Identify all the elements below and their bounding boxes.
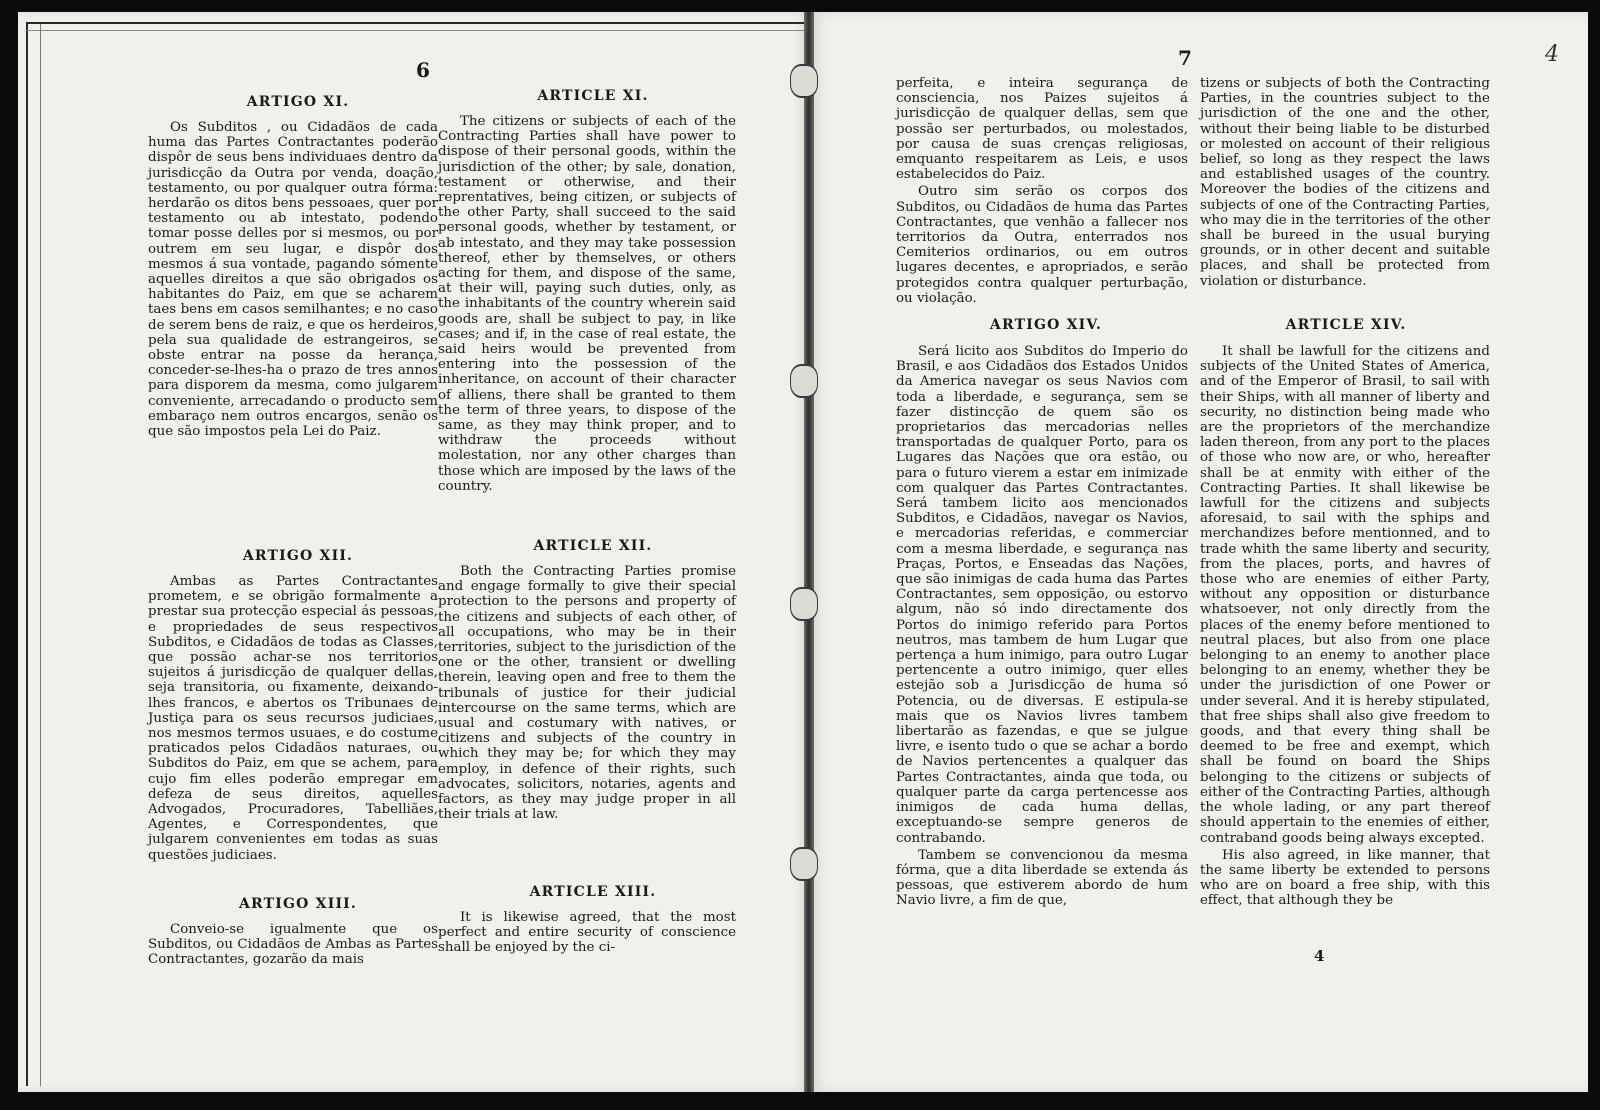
binding-stitch xyxy=(790,64,818,98)
heading-article-xii: ARTICLE XII. xyxy=(533,538,653,554)
paragraph: Ambas as Partes Contractantes prometem, e se obrigão formalmente a prestar sua protecção especial ás pessoas, e propriedades de seus respectivos Subditos, e Cidadãos de todas as Classes, que possão achar-se nos territorios sujeitos á jurisdicção de qualquer dellas, seja transitoria, ou fixamente, deixando-lhes francos, e abertos os Tribunaes de Justiça para os seus recursos judiciaes, nos mesmos termos usuaes, e do costume praticados pelos Cidadãos naturaes, ou Subditos do Paiz, em que se achem, para cujo fim elles poderão empregar em defeza de seus direitos, aquelles Advogados, Procuradores, Tabelliães, Agentes, e Correspondentes, que julgarem convenientes em todas as suas questões judiciaes. xyxy=(148,574,438,863)
paragraph: The citizens or subjects of each of the Contracting Parties shall have power to dispose of their personal goods, within the jurisdiction of the other; by sale, donation, testament or otherwise, and their reprentatives, being citizen, or subjects of the other Party, shall succeed to the said personal goods, whether by testament, or ab intestato, and they may take possession thereof, ether by themselves, or others acting for them, and dispose of the same, at their will, paying such duties, only, as the inhabitants of the country wherein said goods are, shall be subject to pay, in like cases; and if, in the case of real estate, the said heirs would be prevented from entering into the possession of the inheritance, on account of their character of alliens, there shall be granted to them the term of three years, to dispose of the same, as they may think proper, and to withdraw the proceeds without molestation, nor any other charges than those which are imposed by the laws of the country. xyxy=(438,114,736,494)
binding-stitch xyxy=(790,587,818,621)
page-number: 7 xyxy=(1178,46,1192,70)
heading-article-xiii: ARTICLE XIII. xyxy=(529,884,657,900)
right-page xyxy=(810,12,1588,1092)
paragraph: perfeita, e inteira segurança de consciencia, nos Paizes sujeitos á jurisdicção de qualquer dellas, sem que possão ser perturbados, ou molestados, por causa de suas crenças religiosas, emquanto respeitarem as Leis, e usos estabelecidos do Paiz. xyxy=(896,76,1188,183)
left-page xyxy=(18,12,808,1092)
binding-gutter xyxy=(804,12,814,1092)
text-article-xi xyxy=(438,114,736,494)
document-spread xyxy=(18,12,1588,1092)
text-artigo-xiii xyxy=(148,922,438,968)
paragraph: His also agreed, in like manner, that the same liberty be extended to persons who are on board a free ship, with this effect, that although they be xyxy=(1200,847,1490,909)
paragraph: Conveio-se igualmente que os Subditos, ou Cidadãos de Ambas as Partes Contractantes, gozarão da mais xyxy=(148,922,438,968)
binding-stitch xyxy=(790,847,818,881)
heading-artigo-xiv: ARTIGO XIV. xyxy=(989,317,1103,333)
text-artigo-xiii-cont xyxy=(896,76,1188,306)
paragraph: Os Subditos , ou Cidadãos de cada huma das Partes Contractantes poderão dispôr de seus bens individuaes dentro da jurisdicção da Outra por venda, doação, testamento, ou por qualquer outra fórma: herdarão os ditos bens pessoaes, quer por testamento ou ab intestato, podendo tomar posse delles por si mesmos, ou por outrem em seu lugar, e dispôr dos mesmos á sua vontade, pagando sómente aquelles direitos a que são obrigados os habitantes do Paiz, em que se acharem taes bens em casos semilhantes; e no caso de serem bens de raiz, e que os herdeiros, pela sua qualidade de estrangeiros, se obste entrar na posse da herança, conceder-se-lhes-ha o prazo de tres annos para disporem da mesma, como julgarem conveniente, arrecadando o producto sem embaraço nem outros encargos, senão os que são impostos pela Lei do Paiz. xyxy=(148,120,438,440)
paragraph: It shall be lawfull for the citizens and subjects of the United States of America, and of the Emperor of Brasil, to sail with their Ships, with all manner of liberty and security, no distinction being made who are the proprietors of the merchandize laden thereon, from any port to the places of those who now are, or who, hereafter shall be at enmity with either of the Contracting Parties. It shall likewise be lawfull for the citizens and subjects aforesaid, to sail with the sphips and merchandizes before mentionned, and to trade whith the same liberty and security, from the places, ports, and havres of those who are enemies of either Party, without any opposition or disturbance whatsoever, not only directly from the places of the enemy before mentioned to neutral places, but also from one place belonging to an enemy to another place belonging to an enemy, whether they be under the jurisdiction of one Power or under several. And it is hereby stipulated, that free ships shall also give freedom to goods, and that every thing shall be deemed to be free and exempt, which shall be found on board the Ships belonging to the citizens or subjects of either of the Contracting Parties, although the whole lading, or any part thereof should appertain to the enemies of either, contraband goods being always excepted. xyxy=(1200,344,1490,846)
text-artigo-xiv xyxy=(896,344,1188,909)
text-article-xiv xyxy=(1200,344,1490,909)
paragraph: Both the Contracting Parties promise and engage formally to give their special protection to the persons and property of the citizens and subjects of each other, of all occupations, who may be in their territories, subject to the jurisdiction of the one or the other, transient or dwelling therein, leaving open and free to them the tribunals of justice for their judicial intercourse on the same terms, which are usual and costumary with natives, or citizens and subjects of the country in which they may be; for which they may employ, in defence of their rights, such advocates, solicitors, notaries, agents and factors, as they may judge proper in all their trials at law. xyxy=(438,564,736,823)
heading-artigo-xiii: ARTIGO XIII. xyxy=(238,896,358,912)
text-article-xiii xyxy=(438,910,736,956)
heading-artigo-xi: ARTIGO XI. xyxy=(246,94,350,110)
page-number: 6 xyxy=(416,58,430,82)
text-article-xiii-cont xyxy=(1200,76,1490,289)
text-artigo-xii xyxy=(148,574,438,863)
paragraph: tizens or subjects of both the Contracting Parties, in the countries subject to the jurisdiction of the one and the other, without their being liable to be disturbed or molested on account of their religious belief, so long as they respect the laws and established usages of the country. Moreover the bodies of the citizens and subjects of one of the Contracting Parties, who may die in the territories of the other shall be bureed in the usual burying grounds, or in other decent and suitable places, and shall be protected from violation or disturbance. xyxy=(1200,76,1490,289)
text-article-xii xyxy=(438,564,736,822)
binding-stitch xyxy=(790,364,818,398)
heading-article-xi: ARTICLE XI. xyxy=(537,88,649,104)
heading-article-xiv: ARTICLE XIV. xyxy=(1285,317,1407,333)
signature-mark: 4 xyxy=(1314,947,1325,965)
paragraph: Outro sim serão os corpos dos Subditos, ou Cidadãos de huma das Partes Contractantes, que venhão a fallecer nos territorios da Outra, enterrados nos Cemiterios ordinarios, ou em outros lugares decentes, e apropriados, e serão protegidos contra qualquer perturbação, ou violação. xyxy=(896,184,1188,306)
paragraph: Será licito aos Subditos do Imperio do Brasil, e aos Cidadãos dos Estados Unidos da America navegar os seus Navios com toda a liberdade, e segurança, sem se fazer distincção de quem são os proprietarios das mercadorias nelles transportadas de qualquer Porto, para os Lugares das Nações que ora estão, ou para o futuro vierem a estar em inimizade com qualquer das Partes Contractantes. Será tambem licito aos mencionados Subditos, e Cidadãos, navegar os Navios, e mercadorias referidas, e commerciar com a mesma liberdade, e segurança nas Praças, Portos, e Enseadas das Nações, que são inimigas de cada huma das Partes Contractantes, sem opposição, ou estorvo algum, não só indo directamente dos Portos do inimigo referido para Portos neutros, mas tambem de hum Lugar que pertença a hum inimigo, para outro Lugar pertencente a outro inimigo, quer elles estejão sob a Jurisdicção de huma só Potencia, ou de diversas. E estipula-se mais que os Navios livres tambem libertarão as fazendas, e que se julgue livre, e isento tudo o que se achar a bordo de Navios pertencentes a qualquer das Partes Contractantes, ainda que toda, ou qualquer parte da carga pertencesse aos inimigos de cada huma dellas, exceptuando-se sempre generos de contrabando. xyxy=(896,344,1188,846)
heading-artigo-xii: ARTIGO XII. xyxy=(242,548,354,564)
paragraph: Tambem se convencionou da mesma fórma, que a dita liberdade se extenda ás pessoas, que estiverem abordo de hum Navio livre, a fim de que, xyxy=(896,847,1188,909)
text-artigo-xi xyxy=(148,120,438,439)
paragraph: It is likewise agreed, that the most perfect and entire security of conscience shall be enjoyed by the ci- xyxy=(438,910,736,956)
corner-mark: 4 xyxy=(1545,42,1559,67)
